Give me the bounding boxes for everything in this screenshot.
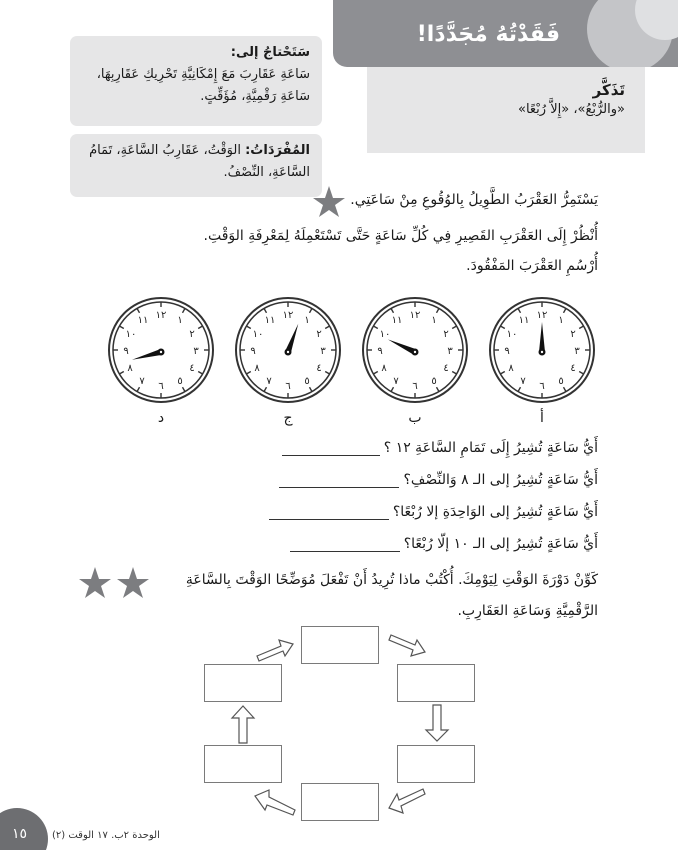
svg-text:٨: ٨ — [508, 363, 514, 374]
svg-text:٤: ٤ — [189, 363, 195, 374]
cycle-box-bottom[interactable] — [301, 783, 379, 821]
svg-text:١١: ١١ — [391, 315, 403, 326]
svg-text:١١: ١١ — [518, 315, 530, 326]
clock-label: د — [157, 410, 165, 426]
svg-text:٨: ٨ — [254, 363, 260, 374]
svg-text:١: ١ — [304, 315, 310, 326]
svg-text:١٠: ١٠ — [252, 329, 264, 340]
svg-text:١٢: ١٢ — [282, 310, 294, 321]
svg-text:٦: ٦ — [412, 381, 418, 392]
arrow-right-up-icon — [255, 636, 295, 662]
materials-text: سَاعَةِ عَقَارِبَ مَعَ إِمْكَانِيَّةِ تَحْرِيكِ عَقَارِبِهَا، سَاعَةِ رَقْمِيَّةِ، مُؤَقِّتٍ. — [96, 67, 310, 104]
clock-d[interactable] — [107, 296, 215, 404]
instruction-line: كَوِّنْ دَوْرَةَ الوَقْتِ لِيَوْمِكَ. أُكْتُبْ ماذا تُرِيدُ أَنْ تَفْعَلَ مُوَضِّحًا الوَقْتَ بِالسَّاعَةِ — [185, 572, 598, 588]
svg-text:١٢: ١٢ — [536, 310, 548, 321]
svg-text:٨: ٨ — [127, 363, 133, 374]
svg-text:٣: ٣ — [193, 346, 199, 357]
clock-label: ب — [408, 410, 422, 426]
question-row — [269, 504, 598, 520]
svg-text:٧: ٧ — [520, 376, 526, 387]
svg-text:٧: ٧ — [393, 376, 399, 387]
svg-text:١: ١ — [177, 315, 183, 326]
cycle-box-right-top[interactable] — [397, 664, 475, 702]
vocabulary-box — [70, 134, 322, 197]
instruction-line: أُنْظُرْ إِلَى العَقْرَبِ القَصِيرِ فِي كُلِّ سَاعَةٍ حَتَّى تَسْتَعْمِلَهُ لِمَعْرِفَةِ الوَقْتِ. — [203, 228, 598, 244]
question-row — [290, 536, 598, 552]
svg-text:١: ١ — [431, 315, 437, 326]
clock-label: أ — [540, 410, 544, 426]
instruction-line: الرَّقْمِيَّةِ وَسَاعَةِ العَقَارِبِ. — [457, 603, 598, 619]
svg-text:٧: ٧ — [139, 376, 145, 387]
svg-text:٣: ٣ — [574, 346, 580, 357]
svg-text:١٠: ١٠ — [506, 329, 518, 340]
svg-text:٨: ٨ — [381, 363, 387, 374]
svg-text:٦: ٦ — [158, 381, 164, 392]
svg-text:١٠: ١٠ — [125, 329, 137, 340]
question-row — [282, 440, 598, 456]
answer-blank[interactable] — [290, 538, 400, 552]
svg-text:٤: ٤ — [316, 363, 322, 374]
clock-a[interactable] — [488, 296, 596, 404]
arrow-right-down-icon — [387, 634, 427, 660]
svg-text:٧: ٧ — [266, 376, 272, 387]
svg-text:٩: ٩ — [123, 346, 129, 357]
svg-text:٣: ٣ — [447, 346, 453, 357]
question-row — [279, 472, 598, 488]
svg-text:٣: ٣ — [320, 346, 326, 357]
vocabulary-text: الوَقْتُ، عَقَارِبُ السَّاعَةِ، تَمَامُ السَّاعَةِ، النِّصْفُ. — [89, 143, 310, 180]
arrow-left-down-icon — [387, 788, 427, 816]
star-icon — [312, 185, 346, 219]
question-text: أَيُّ سَاعَةٍ تُشِيرُ إلى الـ ٨ وَالنِّصْفِ؟ — [403, 472, 598, 488]
svg-text:١٢: ١٢ — [155, 310, 167, 321]
remember-box — [367, 67, 645, 153]
svg-text:٤: ٤ — [443, 363, 449, 374]
instruction-line: أُرْسُمِ العَقْرَبَ المَفْقُودَ. — [466, 258, 598, 274]
svg-text:٤: ٤ — [570, 363, 576, 374]
svg-text:٥: ٥ — [304, 376, 310, 387]
svg-text:١١: ١١ — [264, 315, 276, 326]
svg-text:١٢: ١٢ — [409, 310, 421, 321]
materials-label: سَتَحْتاجُ إلى: — [230, 45, 310, 60]
svg-text:٥: ٥ — [177, 376, 183, 387]
arrow-up-icon — [230, 704, 256, 744]
svg-text:٢: ٢ — [443, 329, 449, 340]
svg-text:١١: ١١ — [137, 315, 149, 326]
svg-text:١٠: ١٠ — [379, 329, 391, 340]
answer-blank[interactable] — [279, 474, 399, 488]
answer-blank[interactable] — [269, 506, 389, 520]
svg-text:٢: ٢ — [189, 329, 195, 340]
cycle-box-right-bottom[interactable] — [397, 745, 475, 783]
remember-title: تَذَكَّر — [592, 81, 625, 99]
svg-text:٩: ٩ — [377, 346, 383, 357]
materials-box — [70, 36, 322, 126]
arrow-left-up-icon — [253, 788, 297, 816]
svg-text:٦: ٦ — [539, 381, 545, 392]
star-icon — [116, 566, 150, 600]
svg-text:١: ١ — [558, 315, 564, 326]
page-number: ١٥ — [12, 826, 28, 842]
clock-b[interactable] — [361, 296, 469, 404]
remember-text: «والرُّبْعُ»، «إِلاَّ رُبْعًا» — [518, 102, 625, 117]
svg-text:٦: ٦ — [285, 381, 291, 392]
question-text: أَيُّ سَاعَةٍ تُشِيرُ إلى الوَاحِدَةِ إلا رُبْعًا؟ — [392, 504, 598, 520]
page-number-badge — [0, 808, 48, 850]
clock-label: ج — [283, 410, 293, 426]
vocabulary-label: المُفْرَدَاتُ: — [245, 143, 310, 158]
cycle-box-left-top[interactable] — [204, 664, 282, 702]
svg-text:٩: ٩ — [504, 346, 510, 357]
answer-blank[interactable] — [282, 442, 380, 456]
svg-text:٢: ٢ — [316, 329, 322, 340]
svg-text:٢: ٢ — [570, 329, 576, 340]
clock-c[interactable] — [234, 296, 342, 404]
svg-text:٩: ٩ — [250, 346, 256, 357]
cycle-box-left-bottom[interactable] — [204, 745, 282, 783]
instruction-line: يَسْتَمِرُّ العَقْرَبُ الطَّوِيلُ بِالوُقُوعِ مِنْ سَاعَتِي. — [350, 192, 598, 208]
star-icon — [78, 566, 112, 600]
title-banner — [333, 0, 678, 67]
question-text: أَيُّ سَاعَةٍ تُشِيرُ إلى الـ ١٠ إلّا رُبْعًا؟ — [403, 536, 598, 552]
unit-label: الوحدة ٢ب. ١٧ الوقت (٢) — [52, 830, 160, 841]
svg-text:٥: ٥ — [558, 376, 564, 387]
svg-text:٥: ٥ — [431, 376, 437, 387]
page-title: فَقَدْتُهُ مُجَدَّدًا! — [416, 22, 560, 47]
arrow-down-icon — [424, 704, 450, 742]
cycle-box-top[interactable] — [301, 626, 379, 664]
question-text: أَيُّ سَاعَةٍ تُشِيرُ إِلَى تَمَامِ السَّاعَةِ ١٢ ؟ — [383, 440, 598, 456]
